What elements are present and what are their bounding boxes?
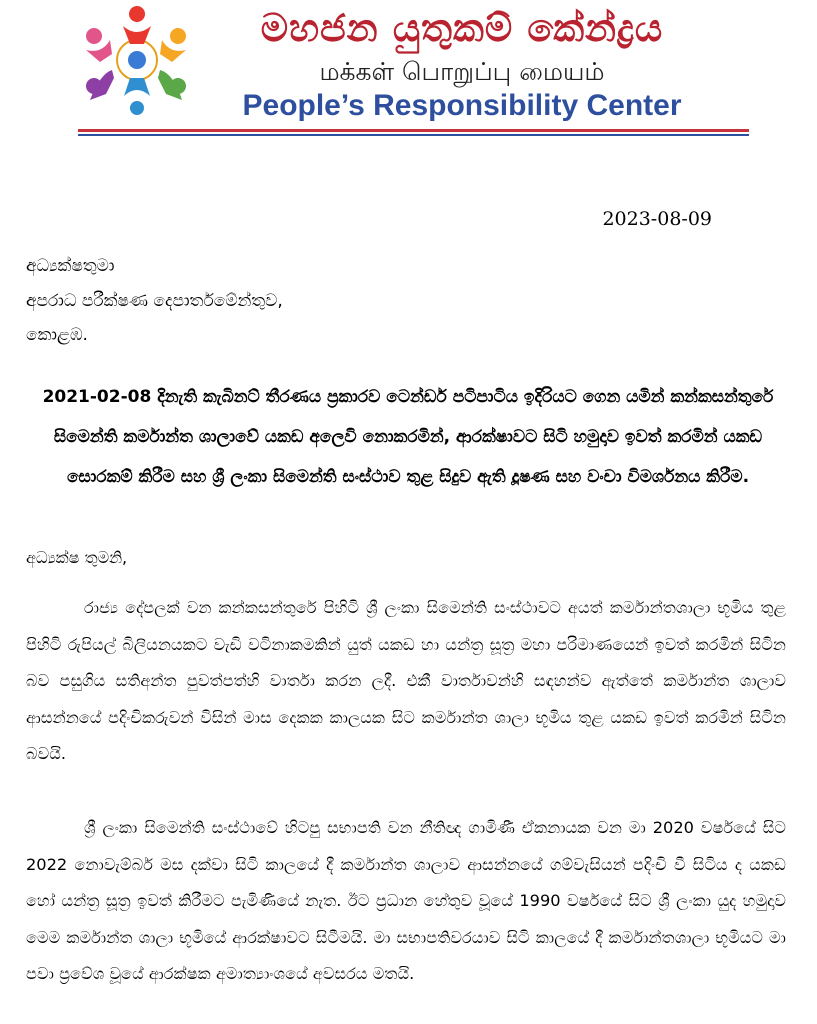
recipient-city: කොළඹ. [26, 325, 88, 345]
header-divider-red [78, 129, 749, 132]
body-paragraph-1: රාජ්‍ය දේපලක් වන කන්කසන්තුරේ පිහිටි ශ්‍රී ලංකා සිමෙන්ති සංස්ථාවට අයත් කර්මාන්තශාලා භූමිය තුළ පිහිටි රුපියල් බිලියනයකට වැඩි වටිනාකමකින් යුත් යකඩ හා යන්ත්‍ර සූත්‍ර මහා පරිමාණයෙන් ඉවත් කරමින් සිටින බව පසුගිය සතිඅන්ත පුවත්පත්හි වාර්තා කරන ලදී. එකී වාර්තාවන්හි සඳහන්ව ඇත්තේ කර්මාන්ත ශාලාව ආසන්නයේ පදිංචිකරුවන් විසින් මාස දෙකක කාලයක සිට කර්මාන්ත ශාලා භූමිය තුළ යකඩ ඉවත් කරමින් සිටින බවයි. [26, 598, 786, 764]
org-name-english: People’s Responsibility Center [242, 89, 682, 122]
letter-subject: 2021-02-08 දිනැති කැබිනට් තීරණය ප්‍රකාරව ටෙන්ඩර් පටිපාටිය ඉදිරියට ගෙන යමින් කන්කසන්තුරේ සිමෙන්ති කර්මාන්ත ශාලාවේ යකඩ අලෙවි නොකරමින්, ආරක්ෂාවට සිටි හමුදාව ඉවත් කරමින් යකඩ සොරකම් කිරීම සහ ශ්‍රී ලංකා සිමෙන්ති සංස්ථාව තුළ සිදුව ඇති දූෂණ සහ වංචා විමර්ශනය කිරීම. [42, 387, 774, 487]
header-divider-blue [78, 134, 749, 136]
people-circle-logo [78, 4, 196, 116]
recipient-title: අධ්‍යක්ෂතුමා [26, 256, 115, 276]
org-name-tamil: மக்கள் பொறுப்பு மையம் [319, 57, 605, 86]
letter-date: 2023-08-09 [602, 208, 712, 230]
org-name-sinhala: මහජන යුතුකම් කේන්ද්‍රය [260, 6, 664, 50]
body-paragraph-2: ශ්‍රී ලංකා සිමෙන්ති සංස්ථාවේ හිටපු සභාපති වන නීතිඥ ගාමිණී ඒකනායක වන මා 2020 වර්ෂයේ සිට 2022 නොවැම්බර් මස දක්වා සිටි කාලයේ දී කර්මාන්ත ශාලාව ආසන්නයේ ගම්වැසියන් පදිංචි වී සිටිය ද යකඩ හෝ යන්ත්‍ර සූත්‍ර ඉවත් කිරීමට පැමිණියේ නැත. ඊට ප්‍රධාන හේතුව වූයේ 1990 වර්ෂයේ සිට ශ්‍රී ලංකා යුද හමුදාව මෙම කර්මාන්ත ශාලා භූමියේ ආරක්ෂාවට සිටීමයි. මා සභාපතිවරයාව සිටි කාලයේ දී කර්මාන්තශාලා භූමියට මා පවා ප්‍රවේශ වූයේ ආරක්ෂක අමාත්‍යාංශයේ අවසරය මතයි. [26, 818, 786, 984]
salutation: අධ්‍යක්ෂ තුමනි, [26, 548, 128, 567]
letterhead [0, 0, 817, 150]
recipient-department: අපරාධ පරීක්ෂණ දෙපාර්තමේන්තුව, [26, 291, 283, 311]
